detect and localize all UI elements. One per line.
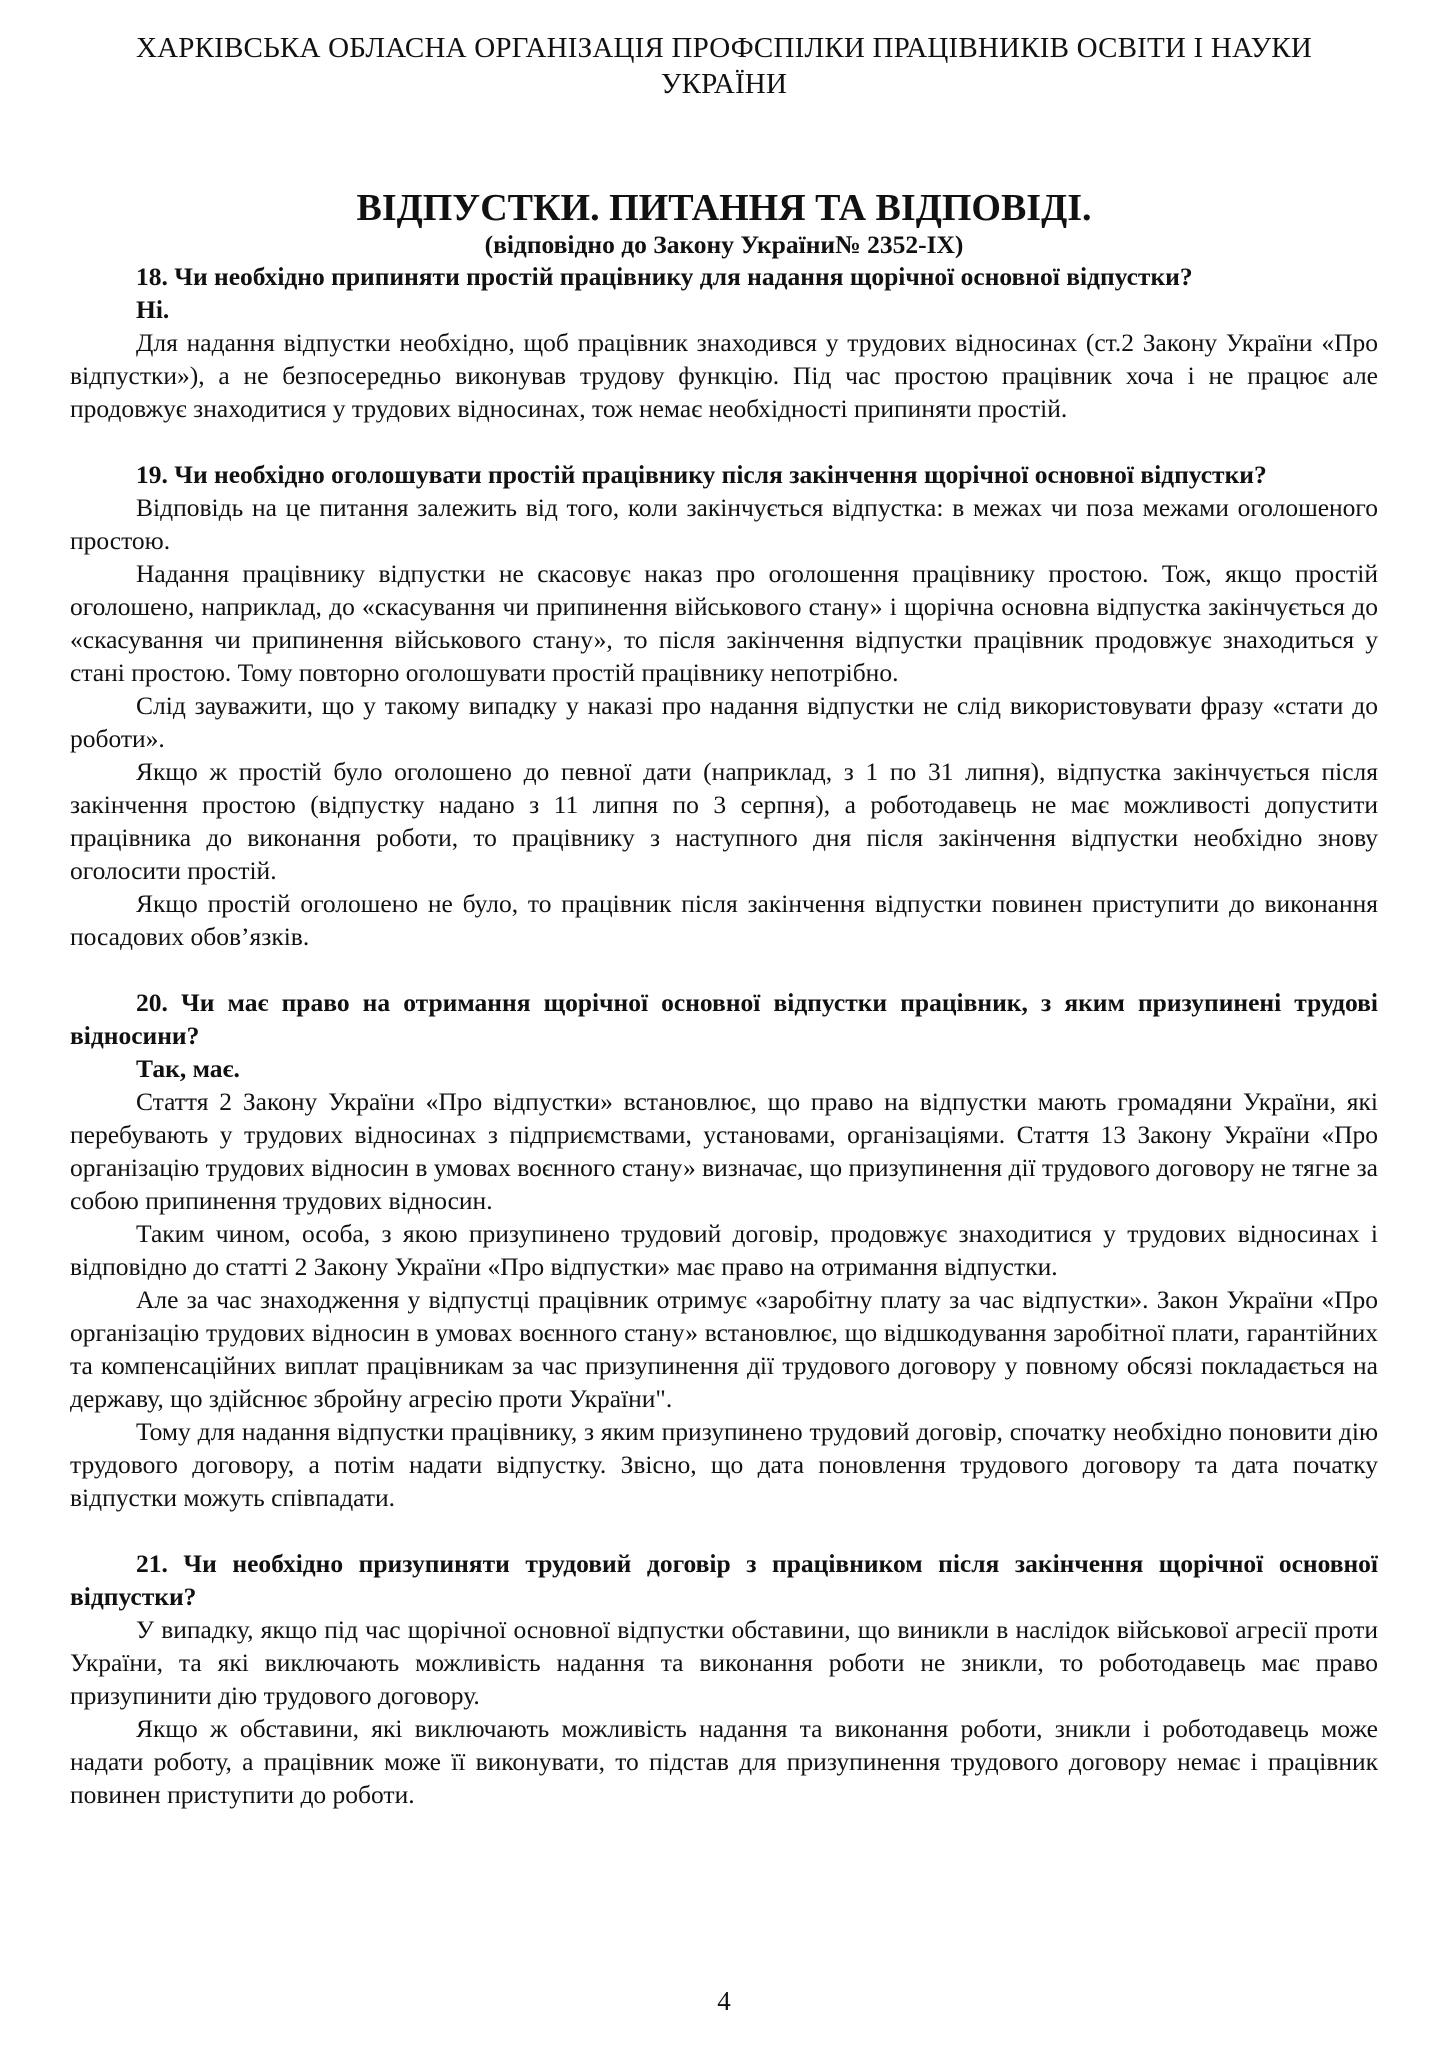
qa-section-20	[70, 986, 1378, 1514]
question-21: 21. Чи необхідно призупиняти трудовий договір з працівником після закінчення щорічної основної відпустки?	[70, 1549, 1378, 1611]
page-subtitle: (відповідно до Закону України№ 2352-IX)	[484, 230, 964, 259]
question-18: 18. Чи необхідно припиняти простій працівнику для надання щорічної основної відпустки?	[136, 262, 1193, 291]
answer-paragraph: У випадку, якщо під час щорічної основної відпустки обставини, що виникли в наслідок військової агресії проти України, та які виключають можливість надання та виконання роботи не зникли, то роботодавець має право призупинити дію трудового договору.	[70, 1615, 1378, 1710]
answer-paragraph: Тому для надання відпустки працівнику, з яким призупинено трудовий договір, спочатку необхідно поновити дію трудового договору, а потім надати відпустку. Звісно, що дата поновлення трудового договору та дата початку відпустки можуть співпадати.	[70, 1417, 1378, 1512]
short-answer-18: Ні.	[136, 295, 170, 324]
page-number: 4	[717, 1986, 731, 2016]
answer-paragraph: Відповідь на це питання залежить від того, коли закінчується відпустка: в межах чи поза межами оголошеного простою.	[70, 493, 1378, 555]
answer-paragraph: Таким чином, особа, з якою призупинено трудовий договір, продовжує знаходитися у трудових відносинах і відповідно до статті 2 Закону України «Про відпустки» має право на отримання відпустки.	[70, 1219, 1378, 1281]
answer-paragraph: Якщо ж простій було оголошено до певної дати (наприклад, з 1 по 31 липня), відпустка закінчується після закінчення простою (відпустку надано з 11 липня по 3 серпня), а роботодавець не має можливості допустити працівника до виконання роботи, то працівнику з наступного дня після закінчення відпустки необхідно знову оголосити простій.	[70, 757, 1378, 885]
answer-paragraph: Надання працівнику відпустки не скасовує наказ про оголошення працівнику простою. Тож, якщо простій оголошено, наприклад, до «скасування чи припинення військового стану» і щорічна основна відпустка закінчується до «скасування чи припинення військового стану», то після закінчення відпустки працівник продовжує знаходиться у стані простою. Тому повторно оголошувати простій працівнику непотрібно.	[70, 559, 1378, 687]
answer-paragraph: Якщо ж обставини, які виключають можливість надання та виконання роботи, зникли і роботодавець може надати роботу, а працівник може її виконувати, то підстав для призупинення трудового договору немає і працівник повинен приступити до роботи.	[70, 1714, 1378, 1809]
question-20: 20. Чи має право на отримання щорічної основної відпустки працівник, з яким призупинені трудові відносини?	[70, 988, 1378, 1050]
qa-section-19	[70, 458, 1378, 953]
answer-paragraph: Якщо простій оголошено не було, то працівник після закінчення відпустки повинен приступити до виконання посадових обов’язків.	[70, 889, 1378, 951]
organization-header: ХАРКІВСЬКА ОБЛАСНА ОРГАНІЗАЦІЯ ПРОФСПІЛКИ ПРАЦІВНИКІВ ОСВІТИ І НАУКИ УКРАЇНИ	[135, 32, 1312, 100]
question-19: 19. Чи необхідно оголошувати простій працівнику після закінчення щорічної основної відпустки?	[136, 460, 1267, 489]
answer-paragraph: Стаття 2 Закону України «Про відпустки» встановлює, що право на відпустки мають громадяни України, які перебувають у трудових відносинах з підприємствами, установами, організаціями. Стаття 13 Закону України «Про організацію трудових відносин в умовах воєнного стану» визначає, що призупинення дії трудового договору не тягне за собою припинення трудових відносин.	[70, 1087, 1378, 1215]
answer-paragraph: Слід зауважити, що у такому випадку у наказі про надання відпустки не слід використовувати фразу «стати до роботи».	[70, 691, 1378, 753]
qa-section-18	[70, 260, 1378, 425]
answer-paragraph: Для надання відпустки необхідно, щоб працівник знаходився у трудових відносинах (ст.2 Закону України «Про відпустки»), а не безпосередньо виконував трудову функцію. Під час простою працівник хоча і не працює але продовжує знаходитися у трудових відносинах, тож немає необхідності припиняти простій.	[70, 328, 1378, 423]
section-gap	[70, 1514, 1378, 1547]
short-answer-20: Так, має.	[136, 1054, 240, 1083]
answer-paragraph: Але за час знаходження у відпустці працівник отримує «заробітну плату за час відпустки». Закон України «Про організацію трудових відносин в умовах воєнного стану» встановлює, що відшкодування заробітної плати, гарантійних та компенсаційних виплат працівникам за час призупинення дії трудового договору у повному обсязі покладається на державу, що здійснює збройну агресію проти України".	[70, 1285, 1378, 1413]
qa-section-21	[70, 1547, 1378, 1811]
section-gap	[70, 953, 1378, 986]
section-gap	[70, 425, 1378, 458]
page-title: ВІДПУСТКИ. ПИТАННЯ ТА ВІДПОВІДІ.	[356, 187, 1092, 229]
